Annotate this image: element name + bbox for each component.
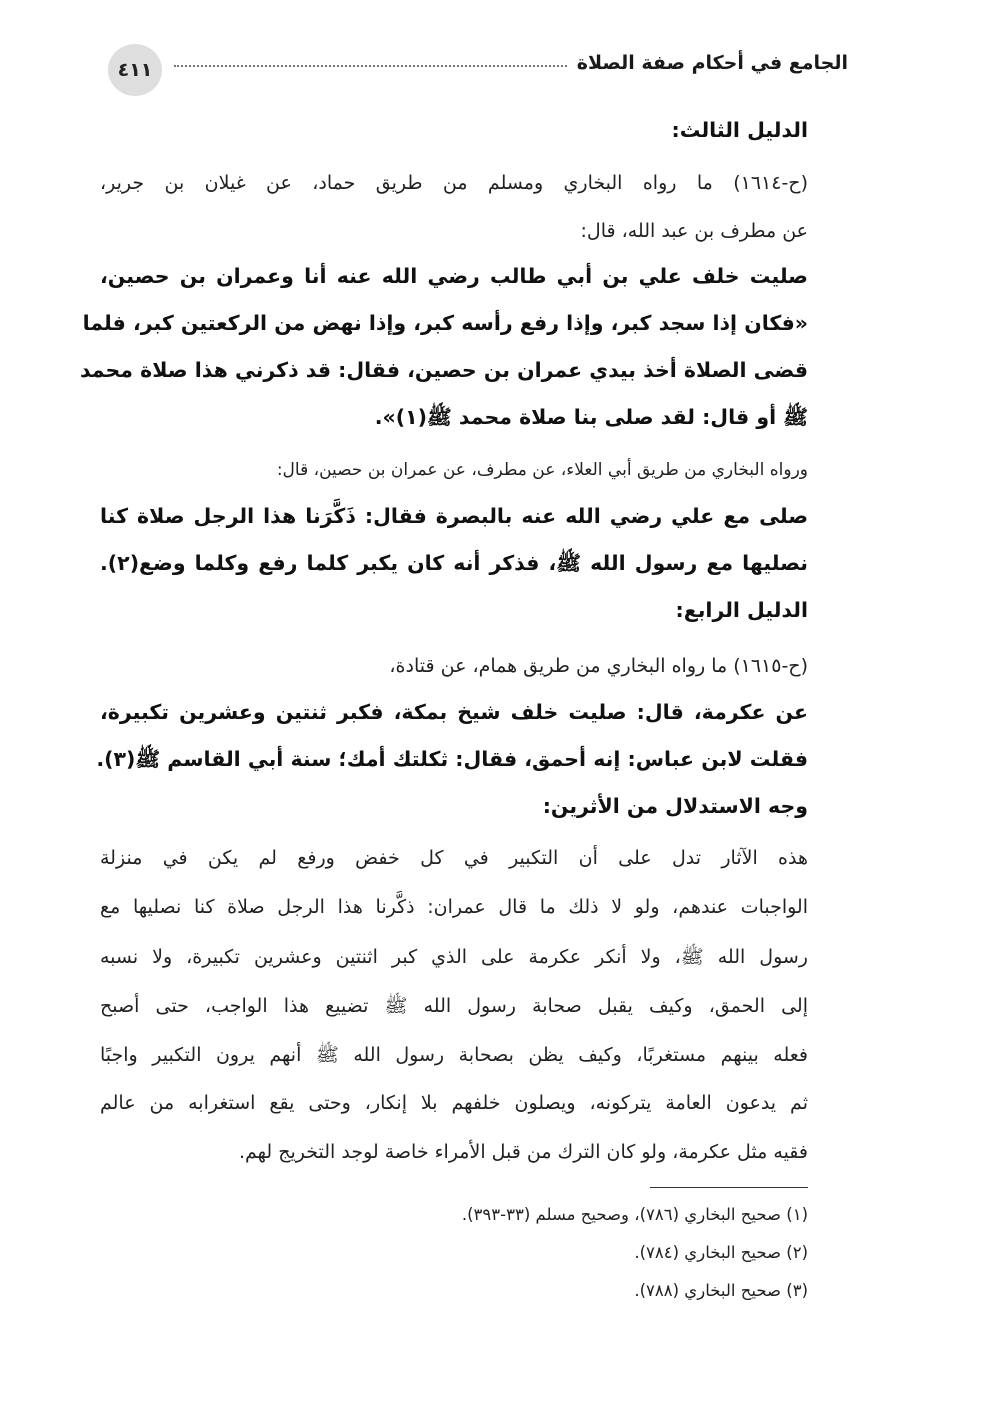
hadith-1615-text-end: فقلت لابن عباس: إنه أحمق، فقال: ثكلتك أمك؛ سنة أبي القاسم ﷺ(٣). [96,747,808,771]
bukhari-alt-text-end: نصليها مع رسول الله ﷺ، فذكر أنه كان يكبر كلما رفع وكلما وضع(٢). [100,551,808,575]
body-paragraph-line: إلى الحمق، وكيف يقبل صحابة رسول الله ﷺ تضييع هذا الواجب، حتى أصبح [100,995,808,1017]
section-heading-third-evidence: الدليل الثالث: [671,118,808,142]
hadith-1615-chain: (ح-١٦١٥) ما رواه البخاري من طريق همام، عن قتادة، [389,655,808,677]
hadith-1614-chain: (ح-١٦١٤) ما رواه البخاري ومسلم من طريق حماد، عن غيلان بن جرير، [100,172,808,194]
body-paragraph-line: فعله بينهم مستغربًا، وكيف يظن بصحابة رسول الله ﷺ أنهم يرون التكبير واجبًا [100,1044,808,1066]
footnote-1: (١) صحيح البخاري (٧٨٦)، وصحيح مسلم (٣٣-٣٩٣). [461,1205,808,1224]
footnote-3: (٣) صحيح البخاري (٧٨٨). [634,1281,808,1300]
bukhari-alt-text: صلى مع علي رضي الله عنه بالبصرة فقال: ذَكَّرَنا هذا الرجل صلاة كنا [100,504,808,528]
footnote-separator [650,1187,808,1188]
hadith-1614-text: قضى الصلاة أخذ بيدي عمران بن حصين، فقال: قد ذكرني هذا صلاة محمد [79,358,808,382]
footnote-2: (٢) صحيح البخاري (٧٨٤). [634,1243,808,1262]
body-paragraph-line: ثم يدعون العامة يتركونه، ويصلون خلفهم بلا إنكار، وحتى يقع استغرابه من عالم [100,1092,808,1114]
hadith-1615-text: عن عكرمة، قال: صليت خلف شيخ بمكة، فكبر ثنتين وعشرين تكبيرة، [100,700,808,724]
body-paragraph-line: هذه الآثار تدل على أن التكبير في كل خفض ورفع لم يكن في منزلة [100,847,808,869]
hadith-1614-text: صليت خلف علي بن أبي طالب رضي الله عنه أنا وعمران بن حصين، [100,264,808,288]
body-paragraph-line-last: فقيه مثل عكرمة، ولو كان الترك من قبل الأمراء خاصة لوجد التخريج لهم. [238,1141,808,1163]
page-header [108,44,848,96]
hadith-1614-text-end: ﷺ أو قال: لقد صلى بنا صلاة محمد ﷺ(١)». [374,405,808,429]
body-paragraph-line: رسول الله ﷺ، ولا أنكر عكرمة على الذي كبر اثنتين وعشرين تكبيرة، ولا نسبه [100,946,808,968]
body-paragraph-line: الواجبات عندهم، ولو لا ذلك ما قال عمران: ذكَّرنا هذا الرجل صلاة كنا نصليها مع [100,896,808,918]
running-title [174,52,848,74]
hadith-1614-text: «فكان إذا سجد كبر، وإذا رفع رأسه كبر، وإذا نهض من الركعتين كبر، فلما [82,311,808,335]
page-number: ٤١١ [108,44,162,96]
bukhari-alt-chain: ورواه البخاري من طريق أبي العلاء، عن مطرف، عن عمران بن حصين، قال: [276,460,808,480]
section-heading-fourth-evidence: الدليل الرابع: [675,598,808,622]
hadith-1614-chain-cont: عن مطرف بن عبد الله، قال: [580,220,808,242]
header-dotted-leader [174,65,567,67]
section-heading-inference: وجه الاستدلال من الأثرين: [542,794,808,818]
book-title: الجامع في أحكام صفة الصلاة [576,52,848,74]
